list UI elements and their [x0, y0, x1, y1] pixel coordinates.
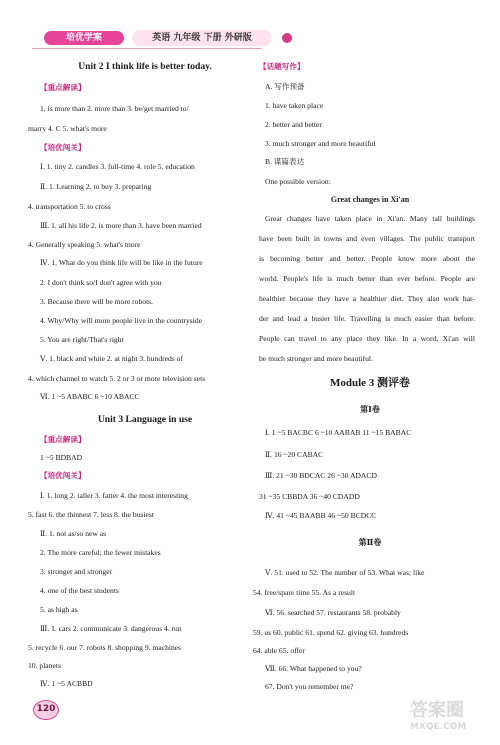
answer-line: 3. Because there will be more robots. [40, 297, 154, 306]
essay-line: be much stronger and more beautiful. [259, 354, 373, 363]
answer-line: 3. much stronger and more beautiful [265, 139, 376, 148]
answer-line: Ⅳ. 41 ~45 BAABB 46 ~50 BCDCC [265, 511, 377, 520]
essay-line: healthier because they have a healthier diet. They also work har- [259, 294, 475, 303]
header-divider [32, 48, 262, 49]
section-tag: 【培优闯关】 [40, 143, 86, 152]
answer-line: 10. planets [28, 661, 61, 670]
answer-line: Ⅳ. 1. What do you think life will be like in the future [40, 258, 203, 267]
essay-intro: One possible version: [265, 177, 331, 186]
page-number: 120 [33, 700, 59, 720]
answer-line: Ⅶ. 66. What happened to you? [265, 664, 362, 673]
answer-line: 31 ~35 CBBDA 36 ~40 CDADD [259, 492, 360, 501]
answer-line: 3. stronger and stronger [40, 567, 113, 576]
header-dot-icon [282, 33, 292, 43]
watermark-line: 答案圈 [410, 700, 464, 721]
essay-line: der and lead a busier life. Travelling is much easier than before. [259, 314, 475, 323]
section-tag: 【话题写作】 [259, 62, 305, 71]
essay-line: is becoming better and better. People know more about the [259, 254, 475, 263]
unit2-title: Unit 2 I think life is better today. [78, 61, 212, 72]
essay-line: Great changes have taken place in Xi'an. Many tall buildings [265, 214, 475, 223]
answer-line: 4. one of the best students [40, 586, 119, 595]
answer-line: 5. recycle 6. our 7. robots 8. shopping 9. machines [28, 643, 182, 652]
answer-line: marry 4. C 5. what's more [28, 124, 107, 133]
answer-line: 5. You are right/That's right [40, 335, 124, 344]
answer-line: 5. as high as [40, 605, 78, 614]
answer-line: Ⅰ. 1 ~5 BACBC 6 ~10 AABAB 11 ~15 BABAC [265, 428, 412, 437]
section-tag: 【重点解读】 [40, 83, 86, 92]
unit3-title: Unit 3 Language in use [97, 414, 193, 425]
answer-line: Ⅱ. 1. Learning 2. to buy 3. preparing [40, 182, 152, 191]
answer-line: Ⅱ. 16 ~20 CABAC [265, 450, 324, 459]
answer-line: 54. free/spare time 55. As a result [253, 588, 356, 597]
answer-line: Ⅱ. 1. not as/so new as [40, 529, 107, 538]
subheading: B. 谋篇表达 [265, 157, 305, 166]
answer-line: 64. able 65. offer [253, 646, 305, 655]
section-tag: 【重点解读】 [40, 435, 86, 444]
answer-line: Ⅵ. 1 ~5 ABABC 6 ~10 ABACC [40, 392, 140, 401]
module-title: Module 3 测评卷 [329, 377, 411, 389]
watermark-line: MXQE.COM [410, 722, 467, 732]
answer-line: 5. fast 6. the thinnest 7. less 8. the busiest [28, 510, 154, 519]
answer-line: 1. have taken place [265, 101, 324, 110]
answer-line: 4. Why/Why will more people live in the countryside [40, 316, 203, 325]
answer-line: Ⅴ. 51. used to 52. The number of 53. What was; like [265, 568, 425, 577]
answer-line: Ⅵ. 56. searched 57. restaurants 58. probably [265, 608, 401, 617]
page-header [32, 26, 292, 46]
answer-line: Ⅲ. 1. all his life 2. is more than 3. have been married [40, 221, 202, 230]
subheading: A. 写作预备 [265, 82, 305, 91]
essay-line: world. People's life is much better than ever before. People are [259, 274, 475, 283]
answer-line: Ⅲ. 1. cars 2. communicate 3. dangerous 4. run [40, 624, 182, 633]
answer-line: Ⅳ. 1 ~5 ACBBD [40, 679, 93, 688]
answer-line: 2. The more careful; the fewer mistakes [40, 548, 161, 557]
answer-line: 67. Don't you remember me? [265, 682, 354, 691]
book-info: 英语 九年级 下册 外研版 [132, 30, 272, 46]
answer-line: 4. which channel to watch 5. 2 or 3 or more television sets [28, 374, 206, 383]
watermark [410, 700, 490, 733]
section-tag: 【培优闯关】 [40, 471, 86, 480]
essay-line: People can travel to any place they like. In a word, Xi'an will [259, 334, 475, 343]
answer-line: Ⅲ. 21 ~30 BDCAC 26 ~30 ADACD [265, 471, 377, 480]
answer-line: Ⅰ. 1. long 2. taller 3. fatter 4. the most interesting [40, 491, 188, 500]
answer-line: 59. us 60. public 61. spend 62. giving 63. hundreds [253, 628, 409, 637]
answer-line: 2. I don't think so/I don't agree with you [40, 278, 162, 287]
series-badge: 培优学案 [44, 31, 124, 45]
answer-line: 4. Generally speaking 5. what's more [28, 240, 141, 249]
answer-line: Ⅴ. 1. black and white 2. at night 3. hundreds of [40, 354, 183, 363]
answer-line: 1. is more than 2. more than 3. be/get married to/ [40, 104, 189, 113]
part-title: 第Ⅰ卷 [360, 405, 380, 414]
essay-line: have been built in towns and even villages. The public transport [259, 234, 475, 243]
answer-line: 4. transportation 5. to cross [28, 202, 111, 211]
answer-line: 2. better and better [265, 120, 322, 129]
part-title: 第Ⅱ卷 [358, 538, 382, 547]
essay-title: Great changes in Xi'an [330, 195, 410, 204]
answer-line: Ⅰ. 1. tiny 2. candles 3. full-time 4. role 5. education [40, 162, 195, 171]
answer-line: 1 ~5 BDBAD [40, 453, 83, 462]
